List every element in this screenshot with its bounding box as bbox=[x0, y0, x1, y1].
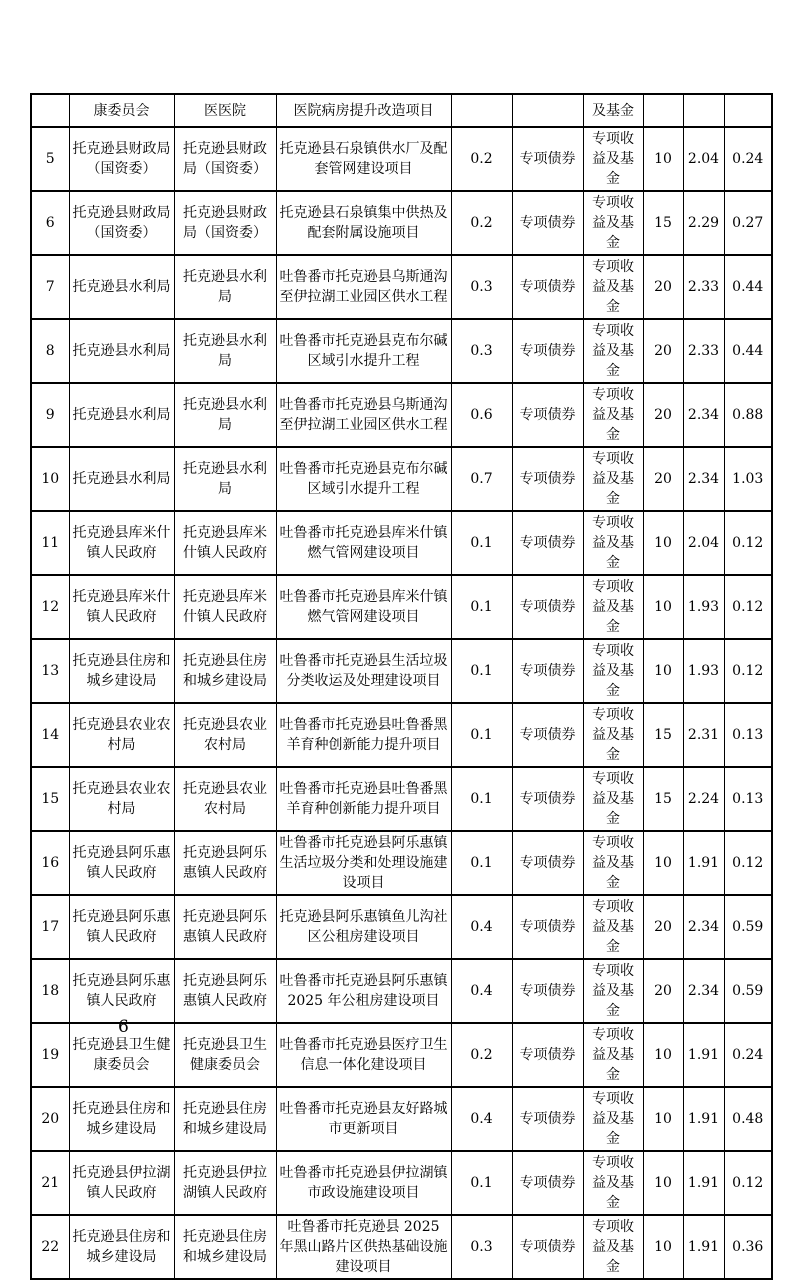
cell-rate: 1.93 bbox=[683, 575, 724, 639]
table-row bbox=[31, 959, 772, 1023]
cell-interest: 0.24 bbox=[724, 127, 772, 191]
cell-project-name: 吐鲁番市托克逊县克布尔碱区域引水提升工程 bbox=[276, 319, 451, 383]
cell-repayment-source: 专项收益及基金 bbox=[583, 447, 643, 511]
cell-term: 10 bbox=[643, 511, 683, 575]
cell-project-unit: 托克逊县卫生健康委员会 bbox=[174, 1023, 276, 1087]
cell-rate: 1.91 bbox=[683, 1215, 724, 1279]
cell-seq: 12 bbox=[31, 575, 69, 639]
cell-bond-type: 专项债券 bbox=[512, 191, 583, 255]
cell-budget-unit: 托克逊县住房和城乡建设局 bbox=[69, 639, 174, 703]
cell-interest: 0.27 bbox=[724, 191, 772, 255]
cell-seq: 8 bbox=[31, 319, 69, 383]
cell-seq: 7 bbox=[31, 255, 69, 319]
table-row bbox=[31, 191, 772, 255]
table-row bbox=[31, 575, 772, 639]
cell-repayment-source: 及基金 bbox=[583, 94, 643, 127]
cell-repayment-source: 专项收益及基金 bbox=[583, 511, 643, 575]
cell-term: 15 bbox=[643, 767, 683, 831]
cell-rate: 2.31 bbox=[683, 703, 724, 767]
cell-seq: 22 bbox=[31, 1215, 69, 1279]
cell-seq: 19 bbox=[31, 1023, 69, 1087]
cell-amount: 0.6 bbox=[451, 383, 512, 447]
cell-seq: 21 bbox=[31, 1151, 69, 1215]
cell-budget-unit: 托克逊县库米什镇人民政府 bbox=[69, 575, 174, 639]
cell-interest: 0.12 bbox=[724, 831, 772, 895]
cell-project-unit: 托克逊县伊拉湖镇人民政府 bbox=[174, 1151, 276, 1215]
cell-repayment-source: 专项收益及基金 bbox=[583, 383, 643, 447]
cell-project-unit: 托克逊县财政局（国资委） bbox=[174, 191, 276, 255]
cell-bond-type: 专项债券 bbox=[512, 383, 583, 447]
cell-seq: 16 bbox=[31, 831, 69, 895]
cell-interest: 1.03 bbox=[724, 447, 772, 511]
cell-term: 20 bbox=[643, 959, 683, 1023]
table-row bbox=[31, 639, 772, 703]
cell-project-unit: 托克逊县阿乐惠镇人民政府 bbox=[174, 831, 276, 895]
cell-rate: 2.33 bbox=[683, 319, 724, 383]
cell-repayment-source: 专项收益及基金 bbox=[583, 703, 643, 767]
cell-seq: 5 bbox=[31, 127, 69, 191]
cell-project-unit: 托克逊县库米什镇人民政府 bbox=[174, 575, 276, 639]
cell-repayment-source: 专项收益及基金 bbox=[583, 1215, 643, 1279]
cell-term: 10 bbox=[643, 1151, 683, 1215]
cell-rate: 2.34 bbox=[683, 895, 724, 959]
carryover-row bbox=[31, 94, 772, 127]
cell-project-name: 吐鲁番市托克逊县吐鲁番黑羊育种创新能力提升项目 bbox=[276, 767, 451, 831]
cell-interest: 0.88 bbox=[724, 383, 772, 447]
bond-projects-table bbox=[30, 93, 773, 1280]
cell-project-unit: 托克逊县水利局 bbox=[174, 447, 276, 511]
cell-repayment-source: 专项收益及基金 bbox=[583, 127, 643, 191]
cell-bond-type: 专项债券 bbox=[512, 767, 583, 831]
cell-project-unit: 托克逊县住房和城乡建设局 bbox=[174, 1087, 276, 1151]
cell-term: 15 bbox=[643, 703, 683, 767]
cell-budget-unit: 托克逊县阿乐惠镇人民政府 bbox=[69, 831, 174, 895]
cell-seq: 11 bbox=[31, 511, 69, 575]
cell-project-unit: 托克逊县财政局（国资委） bbox=[174, 127, 276, 191]
cell-project-name: 吐鲁番市托克逊县库米什镇燃气管网建设项目 bbox=[276, 511, 451, 575]
cell-budget-unit: 托克逊县卫生健康委员会 bbox=[69, 1023, 174, 1087]
cell-interest: 0.59 bbox=[724, 959, 772, 1023]
table-row bbox=[31, 447, 772, 511]
table-row bbox=[31, 383, 772, 447]
cell-amount: 0.2 bbox=[451, 191, 512, 255]
cell-repayment-source: 专项收益及基金 bbox=[583, 1087, 643, 1151]
cell-project-name: 医院病房提升改造项目 bbox=[276, 94, 451, 127]
cell-repayment-source: 专项收益及基金 bbox=[583, 575, 643, 639]
cell-budget-unit: 托克逊县财政局（国资委） bbox=[69, 191, 174, 255]
cell-project-name: 吐鲁番市托克逊县阿乐惠镇生活垃圾分类和处理设施建设项目 bbox=[276, 831, 451, 895]
cell-project-unit: 医医院 bbox=[174, 94, 276, 127]
cell-budget-unit: 托克逊县农业农村局 bbox=[69, 703, 174, 767]
cell-term: 10 bbox=[643, 575, 683, 639]
cell-amount: 0.1 bbox=[451, 767, 512, 831]
cell-bond-type: 专项债券 bbox=[512, 959, 583, 1023]
cell-project-name: 吐鲁番市托克逊县伊拉湖镇市政设施建设项目 bbox=[276, 1151, 451, 1215]
cell-rate: 2.29 bbox=[683, 191, 724, 255]
cell-project-name: 吐鲁番市托克逊县克布尔碱区域引水提升工程 bbox=[276, 447, 451, 511]
cell-project-unit: 托克逊县阿乐惠镇人民政府 bbox=[174, 895, 276, 959]
cell-repayment-source: 专项收益及基金 bbox=[583, 319, 643, 383]
cell-term: 15 bbox=[643, 191, 683, 255]
cell-term: 20 bbox=[643, 895, 683, 959]
cell-bond-type: 专项债券 bbox=[512, 703, 583, 767]
cell-term: 20 bbox=[643, 383, 683, 447]
cell-repayment-source: 专项收益及基金 bbox=[583, 831, 643, 895]
cell-repayment-source: 专项收益及基金 bbox=[583, 767, 643, 831]
cell-seq: 14 bbox=[31, 703, 69, 767]
cell-bond-type: 专项债券 bbox=[512, 127, 583, 191]
cell-rate: 2.34 bbox=[683, 447, 724, 511]
cell-budget-unit: 托克逊县财政局（国资委） bbox=[69, 127, 174, 191]
cell-term: 10 bbox=[643, 1215, 683, 1279]
cell-amount: 0.4 bbox=[451, 1087, 512, 1151]
cell-project-unit: 托克逊县住房和城乡建设局 bbox=[174, 639, 276, 703]
cell-bond-type bbox=[512, 94, 583, 127]
table-row bbox=[31, 703, 772, 767]
cell-amount: 0.1 bbox=[451, 575, 512, 639]
cell-project-unit: 托克逊县水利局 bbox=[174, 255, 276, 319]
cell-rate: 2.24 bbox=[683, 767, 724, 831]
table-row bbox=[31, 1087, 772, 1151]
cell-interest: 0.12 bbox=[724, 575, 772, 639]
cell-term: 10 bbox=[643, 1087, 683, 1151]
cell-interest: 0.13 bbox=[724, 767, 772, 831]
cell-budget-unit: 托克逊县阿乐惠镇人民政府 bbox=[69, 959, 174, 1023]
cell-project-name: 托克逊县阿乐惠镇鱼儿沟社区公租房建设项目 bbox=[276, 895, 451, 959]
table-row bbox=[31, 255, 772, 319]
cell-budget-unit: 康委员会 bbox=[69, 94, 174, 127]
cell-repayment-source: 专项收益及基金 bbox=[583, 639, 643, 703]
cell-interest: 0.13 bbox=[724, 703, 772, 767]
cell-budget-unit: 托克逊县阿乐惠镇人民政府 bbox=[69, 895, 174, 959]
table-row bbox=[31, 1023, 772, 1087]
cell-project-name: 吐鲁番市托克逊县友好路城市更新项目 bbox=[276, 1087, 451, 1151]
cell-interest bbox=[724, 94, 772, 127]
cell-interest: 0.24 bbox=[724, 1023, 772, 1087]
cell-rate: 1.91 bbox=[683, 831, 724, 895]
cell-bond-type: 专项债券 bbox=[512, 1023, 583, 1087]
cell-budget-unit: 托克逊县伊拉湖镇人民政府 bbox=[69, 1151, 174, 1215]
cell-amount: 0.1 bbox=[451, 1151, 512, 1215]
cell-rate bbox=[683, 94, 724, 127]
cell-bond-type: 专项债券 bbox=[512, 1151, 583, 1215]
cell-interest: 0.44 bbox=[724, 319, 772, 383]
cell-rate: 2.04 bbox=[683, 127, 724, 191]
cell-seq: 18 bbox=[31, 959, 69, 1023]
cell-rate: 2.33 bbox=[683, 255, 724, 319]
cell-budget-unit: 托克逊县库米什镇人民政府 bbox=[69, 511, 174, 575]
cell-repayment-source: 专项收益及基金 bbox=[583, 255, 643, 319]
cell-project-name: 吐鲁番市托克逊县 2025 年黑山路片区供热基础设施建设项目 bbox=[276, 1215, 451, 1279]
cell-project-name: 吐鲁番市托克逊县吐鲁番黑羊育种创新能力提升项目 bbox=[276, 703, 451, 767]
cell-term bbox=[643, 94, 683, 127]
cell-rate: 2.34 bbox=[683, 959, 724, 1023]
cell-project-name: 托克逊县石泉镇集中供热及配套附属设施项目 bbox=[276, 191, 451, 255]
cell-bond-type: 专项债券 bbox=[512, 511, 583, 575]
cell-amount: 0.3 bbox=[451, 1215, 512, 1279]
cell-seq: 13 bbox=[31, 639, 69, 703]
cell-repayment-source: 专项收益及基金 bbox=[583, 1151, 643, 1215]
cell-budget-unit: 托克逊县住房和城乡建设局 bbox=[69, 1215, 174, 1279]
cell-rate: 2.04 bbox=[683, 511, 724, 575]
cell-term: 20 bbox=[643, 255, 683, 319]
cell-amount bbox=[451, 94, 512, 127]
cell-seq: 20 bbox=[31, 1087, 69, 1151]
cell-interest: 0.12 bbox=[724, 1151, 772, 1215]
table-row bbox=[31, 511, 772, 575]
cell-project-name: 吐鲁番市托克逊县乌斯通沟至伊拉湖工业园区供水工程 bbox=[276, 383, 451, 447]
cell-project-unit: 托克逊县农业农村局 bbox=[174, 703, 276, 767]
cell-budget-unit: 托克逊县农业农村局 bbox=[69, 767, 174, 831]
table-row bbox=[31, 767, 772, 831]
cell-rate: 1.91 bbox=[683, 1087, 724, 1151]
cell-interest: 0.12 bbox=[724, 511, 772, 575]
cell-repayment-source: 专项收益及基金 bbox=[583, 191, 643, 255]
cell-seq: 9 bbox=[31, 383, 69, 447]
cell-bond-type: 专项债券 bbox=[512, 1215, 583, 1279]
cell-bond-type: 专项债券 bbox=[512, 447, 583, 511]
cell-repayment-source: 专项收益及基金 bbox=[583, 959, 643, 1023]
cell-project-unit: 托克逊县阿乐惠镇人民政府 bbox=[174, 959, 276, 1023]
cell-amount: 0.2 bbox=[451, 127, 512, 191]
cell-term: 10 bbox=[643, 1023, 683, 1087]
cell-term: 20 bbox=[643, 447, 683, 511]
cell-bond-type: 专项债券 bbox=[512, 895, 583, 959]
table-row bbox=[31, 895, 772, 959]
cell-amount: 0.3 bbox=[451, 255, 512, 319]
table-row bbox=[31, 319, 772, 383]
cell-budget-unit: 托克逊县水利局 bbox=[69, 255, 174, 319]
cell-term: 10 bbox=[643, 127, 683, 191]
cell-amount: 0.4 bbox=[451, 959, 512, 1023]
cell-bond-type: 专项债券 bbox=[512, 1087, 583, 1151]
cell-amount: 0.1 bbox=[451, 703, 512, 767]
cell-budget-unit: 托克逊县水利局 bbox=[69, 319, 174, 383]
cell-interest: 0.48 bbox=[724, 1087, 772, 1151]
table-row bbox=[31, 1215, 772, 1279]
cell-seq: 10 bbox=[31, 447, 69, 511]
cell-repayment-source: 专项收益及基金 bbox=[583, 895, 643, 959]
table-row bbox=[31, 1151, 772, 1215]
cell-project-name: 吐鲁番市托克逊县阿乐惠镇 2025 年公租房建设项目 bbox=[276, 959, 451, 1023]
cell-budget-unit: 托克逊县水利局 bbox=[69, 447, 174, 511]
cell-project-unit: 托克逊县住房和城乡建设局 bbox=[174, 1215, 276, 1279]
cell-project-name: 吐鲁番市托克逊县生活垃圾分类收运及处理建设项目 bbox=[276, 639, 451, 703]
cell-budget-unit: 托克逊县住房和城乡建设局 bbox=[69, 1087, 174, 1151]
cell-interest: 0.44 bbox=[724, 255, 772, 319]
cell-rate: 1.93 bbox=[683, 639, 724, 703]
cell-seq bbox=[31, 94, 69, 127]
cell-project-unit: 托克逊县农业农村局 bbox=[174, 767, 276, 831]
cell-project-unit: 托克逊县库米什镇人民政府 bbox=[174, 511, 276, 575]
cell-amount: 0.1 bbox=[451, 639, 512, 703]
cell-rate: 1.91 bbox=[683, 1023, 724, 1087]
table-row bbox=[31, 831, 772, 895]
table-body bbox=[31, 94, 772, 1279]
cell-amount: 0.1 bbox=[451, 831, 512, 895]
cell-repayment-source: 专项收益及基金 bbox=[583, 1023, 643, 1087]
cell-project-unit: 托克逊县水利局 bbox=[174, 383, 276, 447]
cell-seq: 17 bbox=[31, 895, 69, 959]
cell-project-name: 托克逊县石泉镇供水厂及配套管网建设项目 bbox=[276, 127, 451, 191]
cell-term: 10 bbox=[643, 831, 683, 895]
cell-term: 20 bbox=[643, 319, 683, 383]
cell-amount: 0.4 bbox=[451, 895, 512, 959]
cell-bond-type: 专项债券 bbox=[512, 831, 583, 895]
cell-amount: 0.3 bbox=[451, 319, 512, 383]
cell-term: 10 bbox=[643, 639, 683, 703]
cell-bond-type: 专项债券 bbox=[512, 639, 583, 703]
cell-project-name: 吐鲁番市托克逊县乌斯通沟至伊拉湖工业园区供水工程 bbox=[276, 255, 451, 319]
cell-interest: 0.59 bbox=[724, 895, 772, 959]
cell-project-name: 吐鲁番市托克逊县医疗卫生信息一体化建设项目 bbox=[276, 1023, 451, 1087]
cell-interest: 0.12 bbox=[724, 639, 772, 703]
cell-bond-type: 专项债券 bbox=[512, 575, 583, 639]
page-number: 6 bbox=[118, 1017, 129, 1037]
cell-bond-type: 专项债券 bbox=[512, 319, 583, 383]
cell-amount: 0.2 bbox=[451, 1023, 512, 1087]
cell-budget-unit: 托克逊县水利局 bbox=[69, 383, 174, 447]
cell-interest: 0.36 bbox=[724, 1215, 772, 1279]
cell-bond-type: 专项债券 bbox=[512, 255, 583, 319]
cell-project-name: 吐鲁番市托克逊县库米什镇燃气管网建设项目 bbox=[276, 575, 451, 639]
table-row bbox=[31, 127, 772, 191]
cell-rate: 2.34 bbox=[683, 383, 724, 447]
cell-project-unit: 托克逊县水利局 bbox=[174, 319, 276, 383]
cell-seq: 6 bbox=[31, 191, 69, 255]
cell-seq: 15 bbox=[31, 767, 69, 831]
cell-amount: 0.7 bbox=[451, 447, 512, 511]
cell-amount: 0.1 bbox=[451, 511, 512, 575]
cell-rate: 1.91 bbox=[683, 1151, 724, 1215]
